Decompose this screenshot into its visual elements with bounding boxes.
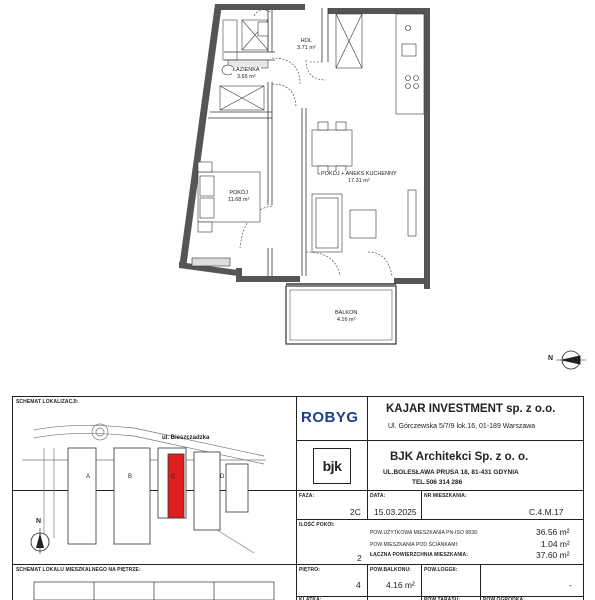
room-label-hol xyxy=(296,38,317,51)
pow-tarasu-label: POW.TARASU: xyxy=(424,597,461,600)
north-arrow-location xyxy=(28,526,52,556)
room-name: HOL xyxy=(300,38,312,44)
architect-name: BJK Architekci Sp. z o. o. xyxy=(390,451,529,463)
room-label-pokoj xyxy=(227,190,250,203)
pow-balkonu-label: POW.BALKONU: xyxy=(370,567,411,573)
bjk-logo xyxy=(313,448,351,484)
location-map xyxy=(14,408,294,558)
pow-uzytkowa-value: 36.56 m² xyxy=(536,527,570,537)
data-label: DATA: xyxy=(370,493,386,499)
nr-value: C.4.M.17 xyxy=(529,507,564,517)
room-name: POKÓJ xyxy=(229,190,248,196)
building-label-b: B xyxy=(128,474,133,480)
room-area: 4.16 m² xyxy=(336,316,356,323)
nr-label: NR MIESZKANIA: xyxy=(424,493,467,499)
klatka-label: KLATKA: xyxy=(299,597,322,600)
pietro-value: 4 xyxy=(356,580,361,590)
north-label-location: N xyxy=(36,518,42,525)
room-name: POKÓJ + ANEKS KUCHENNY xyxy=(321,171,397,177)
north-label-plan: N xyxy=(548,355,554,362)
developer-address: Ul. Górczewska 5/7/9 lok.16, 01-189 Warszawa xyxy=(388,423,536,430)
room-name: BALKON xyxy=(335,310,358,316)
bedroom-furniture xyxy=(192,162,260,266)
building-label-c: C xyxy=(171,474,176,480)
kitchen xyxy=(336,14,424,114)
dining-set xyxy=(312,122,352,174)
pow-balkonu-value: 4.16 m² xyxy=(386,580,415,590)
robyg-logo: ROBYG xyxy=(301,409,359,426)
pow-loggii-label: POW.LOGGII: xyxy=(424,567,458,573)
faza-value: 2C xyxy=(350,507,361,517)
room-area: 3.65 m² xyxy=(236,73,256,80)
floor-schema-title: SCHEMAT LOKALU MIESZKALNEGO NA PIĘTRZE: xyxy=(16,567,141,573)
developer-name: KAJAR INVESTMENT sp. z o.o. xyxy=(386,403,556,415)
floor-schema xyxy=(14,578,294,600)
street-label: ul. Bieszczadzka xyxy=(162,435,210,441)
room-area: 11.68 m² xyxy=(228,196,250,203)
pow-skos-value: 1.04 m² xyxy=(541,539,570,549)
room-label-lazienka xyxy=(232,67,261,80)
living-furniture xyxy=(312,190,416,252)
pow-ogrodka-label: POW.OGRÓDKA: xyxy=(483,597,526,600)
architect-phone: TEL.506 314 286 xyxy=(412,479,463,486)
pietro-label: PIĘTRO: xyxy=(299,567,320,573)
bjk-logo-text: bjk xyxy=(322,458,342,474)
faza-label: FAZA: xyxy=(299,493,315,499)
building-label-a: A xyxy=(86,474,91,480)
room-label-balkon xyxy=(334,310,358,323)
building-label-d: D xyxy=(220,474,225,480)
pow-laczna-value: 37.60 m² xyxy=(536,550,570,560)
room-label-pokoj-aneks xyxy=(320,171,398,184)
north-arrow-plan xyxy=(556,351,586,369)
architect-address: UL.BOLESŁAWA PRUSA 18, 81-431 GDYNIA xyxy=(383,469,519,476)
pow-skos-label: POW.MIESZKANIA POD ŚCIANKAMI: xyxy=(370,542,459,548)
pow-uzytkowa-label: POW.UŻYTKOWA MIESZKANIA PN-ISO 9836: xyxy=(370,530,479,536)
pokoje-value: 2 xyxy=(357,553,362,563)
data-value: 15.03.2025 xyxy=(374,507,417,517)
room-area: 3.71 m² xyxy=(297,44,316,51)
pokoje-label: ILOŚĆ POKOI: xyxy=(299,522,335,528)
room-name: ŁAZIENKA xyxy=(233,67,260,73)
pow-laczna-label: ŁĄCZNA POWIERZCHNIA MIESZKANIA: xyxy=(370,552,468,558)
pow-loggii-value: - xyxy=(569,580,572,590)
room-area: 17.31 m² xyxy=(347,177,370,184)
location-title: SCHEMAT LOKALIZACJI: xyxy=(16,399,79,405)
